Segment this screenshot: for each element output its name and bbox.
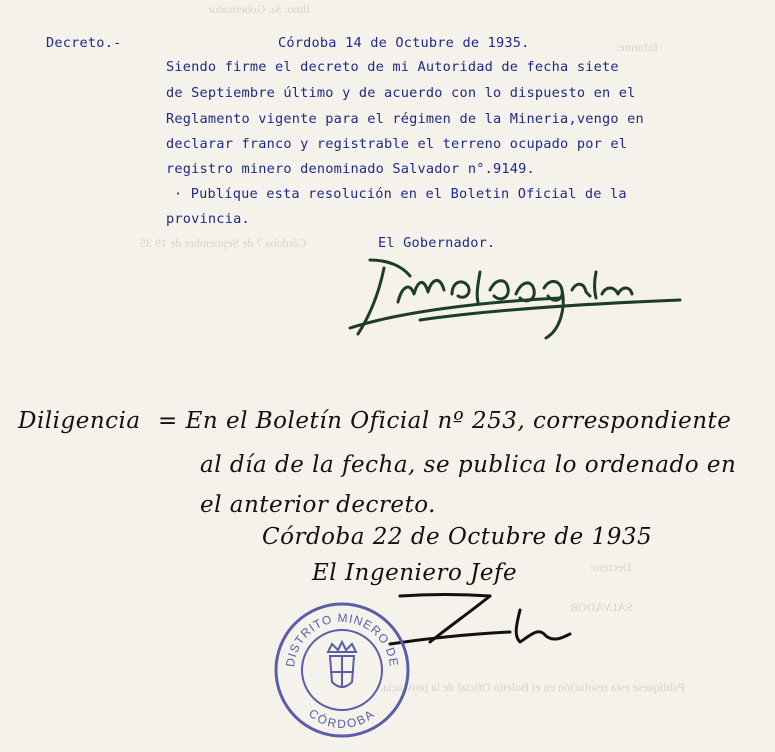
mining-district-stamp [272,600,412,740]
governor-signature [340,250,690,350]
decree-line: Reglamento vigente para el régimen de la Mineria,vengo en [166,111,644,127]
bleed-through-text: Publíquese esta resolución en el Boletin Oficial de la provincia. [380,680,686,694]
bleed-through-text: Córdoba 7 de Septiembre de 19 35 [140,236,307,250]
diligencia-line: = En el Boletín Oficial nº 253, correspondiente [158,408,732,434]
decree-line: registro minero denominado Salvador n°.9149. [166,161,535,177]
stamp-top-text: DISTRITO MINERO DE [282,610,402,668]
decree-line: provincia. [166,211,250,227]
diligencia-label: Diligencia [18,408,141,434]
diligencia-signatory: El Ingeniero Jefe [312,560,518,586]
crown-icon [328,642,356,688]
decree-dateline: Córdoba 14 de Octubre de 1935. [278,35,530,51]
decree-line: · Publíque esta resolución en el Boletin Oficial de la [174,186,627,202]
decree-heading: Decreto.- [46,35,122,51]
decree-line: de Septiembre último y de acuerdo con lo dispuesto en el [166,85,636,101]
decree-line: Siendo firme el decreto de mi Autoridad de fecha siete [166,59,619,75]
decree-line: declarar franco y registrable el terreno ocupado por el [166,136,628,152]
diligencia-dateline: Córdoba 22 de Octubre de 1935 [262,524,653,550]
diligencia-line: el anterior decreto. [200,492,436,518]
bleed-through-text: Decreto: [590,560,632,574]
stamp-bottom-text: CÓRDOBA [306,706,378,732]
diligencia-line: al día de la fecha, se publica lo ordenado en [200,452,737,478]
decree-signatory: El Gobernador. [378,235,496,251]
bleed-through-text: SALVADOR [570,600,633,614]
bleed-through-text: Informe: [616,40,658,54]
bleed-through-text: Ilmo. Sr. Gobernador [208,2,310,16]
